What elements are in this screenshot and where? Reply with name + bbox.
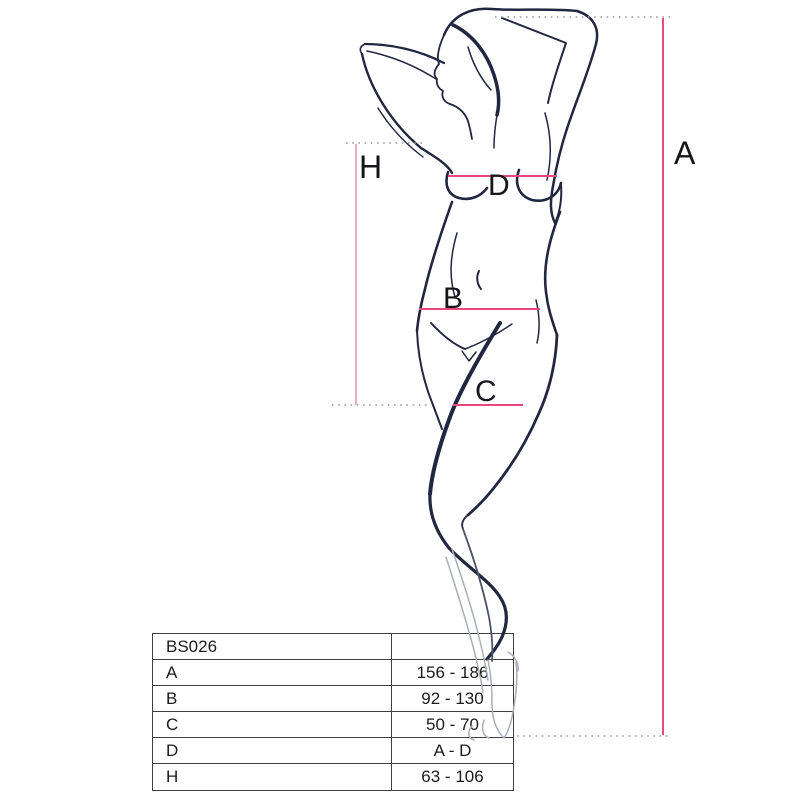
table-row-key: C [153, 712, 392, 738]
table-header-row [153, 634, 514, 660]
table-row [153, 660, 514, 686]
table-row [153, 712, 514, 738]
table-row-key: D [153, 738, 392, 764]
measurement-lines [332, 17, 672, 736]
table-row-value: 156 - 186 [392, 660, 514, 686]
table-row [153, 738, 514, 764]
size-table [152, 633, 514, 791]
table-row [153, 764, 514, 790]
table-row-value: 50 - 70 [392, 712, 514, 738]
table-row [153, 686, 514, 712]
table-row-value: 63 - 106 [392, 764, 514, 790]
measurement-label-b: B [443, 282, 464, 315]
table-row-key: H [153, 764, 392, 790]
table-row-value: A - D [392, 738, 514, 764]
measurement-label-h: H [359, 149, 383, 185]
table-row-value: 92 - 130 [392, 686, 514, 712]
table-header-value-cell [392, 634, 514, 660]
table-row-key: A [153, 660, 392, 686]
measurement-label-c: C [475, 375, 497, 408]
measurement-label-d: D [488, 169, 510, 202]
table-row-key: B [153, 686, 392, 712]
table-product-code: BS026 [153, 634, 392, 660]
measurement-label-a: A [674, 135, 696, 171]
